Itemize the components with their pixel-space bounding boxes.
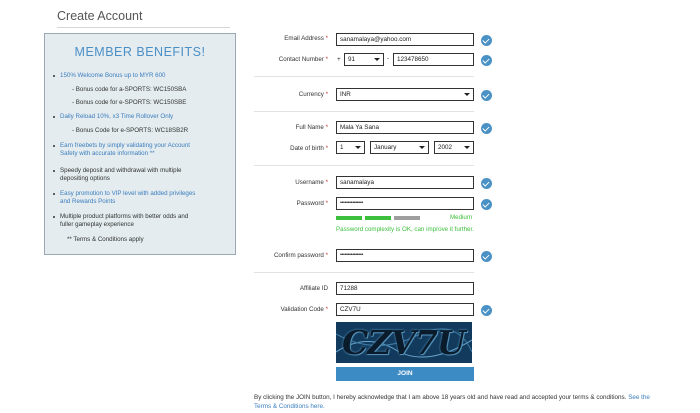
full-name-field[interactable]: Mala Ya Sana: [336, 121, 474, 134]
chevron-down-icon: [355, 146, 361, 149]
page-title: Create Account: [57, 9, 143, 23]
bullet-icon: [53, 145, 55, 147]
section-divider: [254, 165, 474, 166]
section-divider: [254, 76, 474, 77]
strength-bar-1: [336, 216, 362, 220]
captcha-image: [336, 322, 472, 363]
benefit-item: - Bonus Code for e-SPORTS: WC18SB2R: [72, 127, 189, 134]
dob-day-select[interactable]: [336, 141, 365, 154]
bullet-icon: [53, 193, 55, 195]
username-valid-check-icon: [481, 178, 492, 189]
currency-select[interactable]: [336, 88, 474, 101]
benefit-item: 150% Welcome Bonus up to MYR 600: [60, 72, 166, 79]
member-benefits-panel: [44, 33, 236, 255]
chevron-down-icon: [464, 93, 470, 96]
affiliate-id-label: Affiliate ID: [299, 285, 328, 292]
email-label: Email Address *: [284, 35, 328, 42]
strength-bar-3: [394, 216, 420, 220]
country-code-value: 91: [348, 56, 356, 63]
currency-valid-check-icon: [481, 90, 492, 101]
email-field[interactable]: sanamalaya@yahoo.com: [336, 33, 474, 46]
password-hint: Password complexity is OK, can improve it further.: [336, 226, 474, 233]
section-divider: [254, 272, 474, 273]
join-button[interactable]: JOIN: [336, 367, 474, 381]
contact-number-label: Contact Number *: [278, 56, 328, 63]
bullet-icon: [53, 75, 55, 77]
username-label: Username *: [295, 179, 328, 186]
password-label: Password *: [296, 200, 328, 207]
currency-value: INR: [340, 91, 351, 98]
benefit-item: Speedy deposit and withdrawal with multiple: [60, 167, 182, 174]
dob-year-value: 2002: [438, 144, 453, 151]
email-valid-check-icon: [481, 35, 492, 46]
contact-valid-check-icon: [481, 55, 492, 66]
chevron-down-icon: [464, 146, 470, 149]
benefit-item: - Bonus code for a-SPORTS: WC150SBA: [72, 86, 187, 93]
dob-label: Date of birth *: [290, 145, 328, 152]
password-field[interactable]: •••••••••••••••: [336, 197, 474, 210]
strength-bar-2: [365, 216, 391, 220]
benefit-item: Safety with accurate information **: [60, 150, 155, 157]
bullet-icon: [53, 216, 55, 218]
dash-sign: -: [387, 55, 390, 62]
section-divider: [254, 111, 474, 112]
validation-valid-check-icon: [481, 305, 492, 316]
benefit-item: Daily Reload 10%, x3 Time Rollover Only: [60, 113, 174, 120]
confirm-password-label: Confirm password *: [273, 252, 328, 259]
benefit-item: fuller gameplay experience: [60, 221, 134, 228]
confirm-password-field[interactable]: •••••••••••••••: [336, 249, 474, 262]
benefit-item: Multiple product platforms with better odds and: [60, 213, 189, 220]
captcha-text: CZV7U: [342, 323, 465, 362]
terms-note: ** Terms & Conditions apply: [67, 236, 144, 243]
terms-acknowledgement: [254, 393, 654, 411]
currency-label: Currency *: [298, 91, 328, 98]
dob-year-select[interactable]: [434, 141, 474, 154]
confirm-valid-check-icon: [481, 251, 492, 262]
chevron-down-icon: [374, 58, 380, 61]
bullet-icon: [53, 116, 55, 118]
benefit-item: - Bonus code for e-SPORTS: WC150SBE: [72, 99, 187, 106]
username-field[interactable]: sanamalaya: [336, 176, 474, 189]
plus-sign: +: [337, 56, 341, 63]
benefit-item: depositing options: [60, 175, 110, 182]
benefit-item: Easy promotion to VIP level with added privileges: [60, 190, 196, 197]
validation-code-label: Validation Code *: [280, 306, 328, 313]
terms-link[interactable]: See the Terms & Conditions here.: [254, 394, 650, 410]
bullet-icon: [53, 170, 55, 172]
affiliate-id-field[interactable]: 71288: [336, 282, 474, 295]
password-valid-check-icon: [481, 199, 492, 210]
full-name-label: Full Name *: [295, 124, 328, 131]
benefit-item: Earn freebets by simply validating your Account: [60, 142, 191, 149]
validation-code-field[interactable]: CZV7U: [336, 303, 474, 316]
benefits-title: MEMBER BENEFITS!: [74, 45, 206, 59]
contact-number-field[interactable]: 123478650: [393, 53, 474, 66]
strength-label: Medium: [450, 214, 473, 221]
benefit-item: and Rewards Points: [60, 198, 116, 205]
dob-month-value: January: [374, 144, 397, 151]
dob-month-select[interactable]: [370, 141, 429, 154]
dob-day-value: 1: [340, 144, 344, 151]
title-divider: [57, 27, 230, 28]
terms-text: By clicking the JOIN button, I hereby acknowledge that I am above 18 years old and have read and accepted your terms & conditions.: [254, 394, 627, 401]
chevron-down-icon: [419, 146, 425, 149]
full-name-valid-check-icon: [481, 123, 492, 134]
country-code-select[interactable]: [344, 53, 384, 66]
